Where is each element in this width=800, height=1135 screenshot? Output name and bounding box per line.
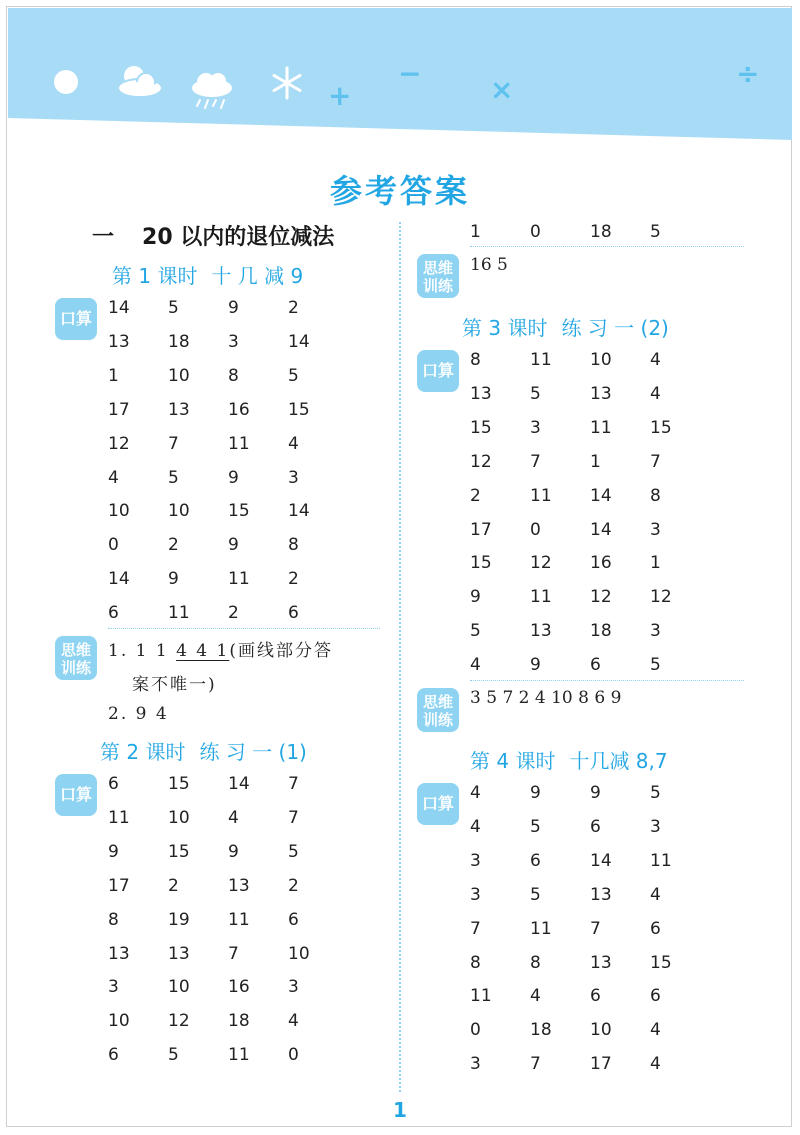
answer-value: 6: [650, 918, 661, 939]
answer-value: 13: [168, 399, 190, 420]
answer-value: 7: [470, 918, 481, 939]
answer-value: 12: [470, 451, 492, 472]
siwei-answer-part: (画线部分答: [229, 641, 333, 661]
answer-value: 14: [288, 501, 310, 522]
answer-value: 2: [470, 485, 481, 506]
answer-value: 13: [228, 875, 250, 896]
answer-value: 11: [168, 603, 190, 624]
answer-value: 2: [288, 569, 299, 590]
answer-value: 11: [530, 485, 552, 506]
answer-value: 3: [650, 621, 661, 642]
answer-value: 12: [168, 1011, 190, 1032]
answer-value: 3: [288, 467, 299, 488]
minus-icon: −: [398, 57, 422, 90]
answer-value: 12: [530, 553, 552, 574]
siwei-badge-text: 思维: [422, 692, 453, 711]
answer-value: 7: [288, 807, 299, 828]
answer-value: 11: [228, 1045, 250, 1066]
answer-value: 16: [228, 977, 250, 998]
siwei-badge-text: 训练: [422, 710, 453, 729]
answer-value: 0: [108, 535, 119, 556]
snowflake-icon: [270, 66, 304, 100]
answer-value: 4: [228, 807, 239, 828]
answer-value: 9: [228, 841, 239, 862]
answer-value: 15: [470, 553, 492, 574]
answer-value: 7: [590, 918, 601, 939]
answer-value: 13: [590, 952, 612, 973]
siwei-answer-line: 16 5: [470, 255, 508, 275]
answer-value: 6: [590, 816, 601, 837]
answer-value: 3: [470, 884, 481, 905]
answer-value: 14: [108, 569, 130, 590]
answer-value: 16: [590, 553, 612, 574]
answer-value: 10: [108, 1011, 130, 1032]
siwei-answer-line: 2. 9 4: [108, 704, 169, 724]
answer-value: 5: [288, 365, 299, 386]
section-label: 20 以内的退位减法: [142, 225, 335, 250]
page-number: 1: [393, 1098, 407, 1122]
section-separator: [470, 680, 744, 681]
answer-value: 10: [168, 501, 190, 522]
lesson-topic: 练 习 一 (1): [199, 740, 307, 764]
siwei-answer-line: 3 5 7 2 4 10 8 6 9: [470, 688, 622, 708]
section-heading: [92, 220, 334, 251]
answer-value: 10: [168, 365, 190, 386]
answer-value: 11: [228, 569, 250, 590]
answer-value: 6: [108, 774, 119, 794]
answer-value: 15: [470, 417, 492, 438]
answer-value: 0: [530, 222, 541, 242]
siwei-badge-text: 训练: [422, 276, 453, 295]
lesson-label: 第 4 课时: [470, 749, 556, 773]
answer-value: 7: [288, 774, 299, 794]
answer-value: 1: [470, 222, 481, 242]
answer-value: 3: [108, 977, 119, 998]
answer-value: 5: [168, 298, 179, 318]
answer-value: 11: [530, 587, 552, 608]
answer-value: 10: [288, 943, 310, 964]
answer-value: 15: [168, 774, 190, 794]
answer-value: 17: [470, 519, 492, 540]
answer-value: 15: [168, 841, 190, 862]
answer-value: 18: [228, 1011, 250, 1032]
answer-value: 12: [590, 587, 612, 608]
answer-value: 11: [228, 909, 250, 930]
answer-value: 5: [530, 816, 541, 837]
plus-icon: +: [328, 79, 352, 112]
answer-value: 7: [530, 1054, 541, 1075]
answer-value: 5: [288, 841, 299, 862]
answer-value: 8: [470, 952, 481, 973]
answer-value: 14: [228, 774, 250, 794]
section-number: 一: [92, 225, 115, 250]
answer-value: 11: [590, 417, 612, 438]
answer-value: 2: [228, 603, 239, 624]
kousuan-badge: 口算: [417, 350, 459, 392]
answer-value: 7: [650, 451, 661, 472]
answer-value: 8: [530, 952, 541, 973]
answer-value: 16: [228, 399, 250, 420]
answer-value: 10: [168, 977, 190, 998]
answer-value: 18: [590, 621, 612, 642]
lesson-heading: [462, 312, 669, 341]
answer-value: 14: [590, 485, 612, 506]
answer-value: 6: [590, 986, 601, 1007]
answer-value: 9: [168, 569, 179, 590]
answer-value: 6: [108, 1045, 119, 1066]
answer-value: 6: [650, 986, 661, 1007]
answer-value: 8: [288, 535, 299, 556]
answer-value: 11: [530, 918, 552, 939]
siwei-badge-text: 思维: [60, 640, 91, 659]
answer-value: 3: [650, 816, 661, 837]
answer-value: 15: [288, 399, 310, 420]
answer-value: 2: [168, 535, 179, 556]
answer-value: 5: [470, 621, 481, 642]
answer-value: 4: [650, 1020, 661, 1041]
lesson-label: 第 1 课时: [112, 264, 198, 288]
answer-value: 11: [530, 350, 552, 370]
answer-value: 7: [530, 451, 541, 472]
answer-value: 6: [288, 909, 299, 930]
answer-value: 4: [470, 816, 481, 837]
section-separator: [470, 246, 744, 247]
answer-value: 14: [590, 519, 612, 540]
answer-value: 0: [530, 519, 541, 540]
answer-value: 8: [470, 350, 481, 370]
column-divider: [399, 222, 401, 1092]
answer-value: 13: [108, 331, 130, 352]
kousuan-badge: 口算: [417, 783, 459, 825]
section-separator: [108, 628, 380, 629]
answer-value: 14: [288, 331, 310, 352]
answer-value: 12: [108, 433, 130, 454]
siwei-badge: [417, 688, 459, 732]
answer-value: 14: [590, 850, 612, 871]
answer-value: 4: [530, 986, 541, 1007]
lesson-heading: [470, 745, 668, 774]
lesson-label: 第 2 课时: [100, 740, 186, 764]
lesson-topic: 十 几 减 9: [211, 264, 304, 288]
lesson-heading: [100, 736, 307, 765]
answer-value: 13: [590, 383, 612, 404]
times-icon: ×: [490, 73, 514, 106]
answer-value: 4: [650, 350, 661, 370]
rain-cloud-icon: [188, 70, 238, 112]
answer-value: 17: [590, 1054, 612, 1075]
answer-value: 11: [108, 807, 130, 828]
answer-value: 9: [470, 587, 481, 608]
answer-value: 5: [168, 1045, 179, 1066]
answer-value: 4: [650, 1054, 661, 1075]
lesson-label: 第 3 课时: [462, 316, 548, 340]
answer-value: 0: [288, 1045, 299, 1066]
answer-value: 3: [470, 850, 481, 871]
answer-value: 12: [650, 587, 672, 608]
lesson-topic: 练 习 一 (2): [561, 316, 669, 340]
answer-value: 6: [530, 850, 541, 871]
answer-value: 8: [108, 909, 119, 930]
answer-value: 19: [168, 909, 190, 930]
answer-value: 9: [228, 535, 239, 556]
siwei-answer-line: 案不唯一): [132, 675, 217, 695]
kousuan-badge: 口算: [55, 774, 97, 816]
page-title: 参考答案: [329, 172, 470, 210]
divide-icon: ÷: [736, 57, 760, 90]
answer-value: 11: [470, 986, 492, 1007]
answer-value: 5: [530, 383, 541, 404]
answer-value: 4: [470, 655, 481, 676]
answer-value: 8: [650, 485, 661, 506]
answer-value: 5: [168, 467, 179, 488]
answer-value: 5: [650, 783, 661, 803]
sun-icon: [52, 68, 80, 96]
answer-value: 4: [650, 383, 661, 404]
answer-value: 10: [108, 501, 130, 522]
answer-value: 4: [288, 433, 299, 454]
answer-value: 11: [650, 850, 672, 871]
answer-value: 18: [168, 331, 190, 352]
answer-value: 4: [288, 1011, 299, 1032]
answer-value: 13: [590, 884, 612, 905]
partly-cloudy-icon: [114, 62, 164, 100]
answer-value: 1: [650, 553, 661, 574]
answer-value: 9: [530, 655, 541, 676]
siwei-badge: [55, 636, 97, 680]
answer-value: 13: [168, 943, 190, 964]
answer-value: 8: [228, 365, 239, 386]
kousuan-badge: 口算: [55, 298, 97, 340]
answer-value: 15: [650, 417, 672, 438]
answer-value: 7: [168, 433, 179, 454]
answer-value: 6: [288, 603, 299, 624]
answer-value: 0: [470, 1020, 481, 1041]
siwei-answer-part: 1. 1 1: [108, 641, 177, 661]
answer-value: 10: [590, 1020, 612, 1041]
answer-value: 4: [108, 467, 119, 488]
answer-value: 15: [228, 501, 250, 522]
answer-value: 5: [650, 655, 661, 676]
answer-value: 4: [650, 884, 661, 905]
answer-value: 5: [650, 222, 661, 242]
answer-value: 17: [108, 399, 130, 420]
answer-value: 1: [590, 451, 601, 472]
answer-value: 1: [108, 365, 119, 386]
answer-value: 13: [470, 383, 492, 404]
answer-value: 3: [530, 417, 541, 438]
answer-value: 18: [590, 222, 612, 242]
siwei-badge-text: 思维: [422, 258, 453, 277]
answer-value: 13: [108, 943, 130, 964]
siwei-badge: [417, 254, 459, 298]
answer-value: 3: [650, 519, 661, 540]
answer-value: 6: [590, 655, 601, 676]
answer-value: 3: [228, 331, 239, 352]
answer-value: 11: [228, 433, 250, 454]
answer-value: 5: [530, 884, 541, 905]
answer-value: 3: [288, 977, 299, 998]
siwei-badge-text: 训练: [60, 658, 91, 677]
lesson-topic: 十几减 8,7: [569, 749, 668, 773]
answer-value: 17: [108, 875, 130, 896]
answer-value: 3: [470, 1054, 481, 1075]
answer-value: 4: [470, 783, 481, 803]
answer-value: 9: [228, 467, 239, 488]
answer-value: 10: [590, 350, 612, 370]
answer-value: 13: [530, 621, 552, 642]
siwei-answer-line: [108, 636, 333, 661]
answer-value: 6: [108, 603, 119, 624]
answer-value: 2: [288, 875, 299, 896]
lesson-heading: [112, 260, 303, 289]
answer-value: 10: [168, 807, 190, 828]
answer-value: 9: [228, 298, 239, 318]
answer-value: 2: [168, 875, 179, 896]
siwei-answer-part: 4 4 1: [176, 641, 230, 661]
answer-value: 14: [108, 298, 130, 318]
answer-value: 9: [108, 841, 119, 862]
answer-value: 9: [590, 783, 601, 803]
answer-value: 15: [650, 952, 672, 973]
answer-value: 18: [530, 1020, 552, 1041]
answer-value: 2: [288, 298, 299, 318]
answer-value: 7: [228, 943, 239, 964]
answer-value: 9: [530, 783, 541, 803]
